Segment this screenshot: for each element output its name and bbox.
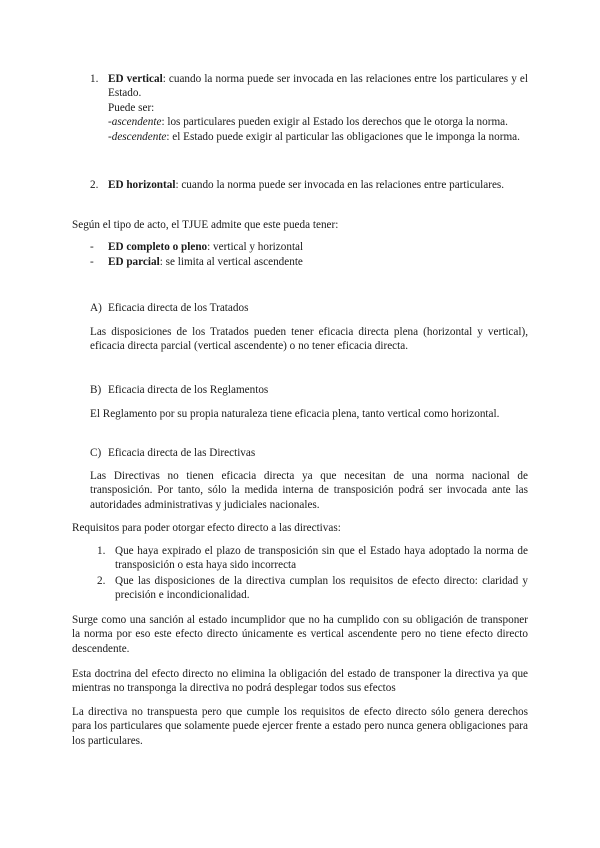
term-ed-vertical: ED vertical xyxy=(108,73,163,85)
ed-parcial-text: : se limita al vertical ascendente xyxy=(159,256,303,268)
ed-completo-text: : vertical y horizontal xyxy=(207,241,304,253)
descendente-text: : el Estado puede exigir al particular las obligaciones que le imponga la norma. xyxy=(166,130,520,143)
tjue-intro: Según el tipo de acto, el TJUE admite que este pueda tener: xyxy=(72,219,339,231)
paragraph-directiva: La directiva no transpuesta pero que cumple los requisitos de efecto directo sólo genera derechos para los particulares que solamente puede ejercer frente a estado pero nunca genera obligaciones para los particulares. xyxy=(72,706,528,747)
list-number: 2. xyxy=(90,179,99,191)
term-ed-horizontal: ED horizontal xyxy=(108,179,176,191)
list-item-ed-horizontal xyxy=(90,178,528,192)
section-label: A) xyxy=(90,302,102,314)
requisito-1 xyxy=(97,544,528,573)
term-ascendente: -ascendente xyxy=(108,116,162,129)
requisito-2 xyxy=(97,574,528,603)
section-title: Eficacia directa de los Reglamentos xyxy=(108,384,269,396)
ed-vertical-text: : cuando la norma puede ser invocada en las relaciones entre los particulares y el Estado. xyxy=(108,73,528,100)
section-label: B) xyxy=(90,384,102,396)
list-item-ed-vertical xyxy=(90,72,528,144)
term-descendente: -descendente xyxy=(108,130,167,143)
ascendente-text: : los particulares pueden exigir al Estado los derechos que le otorga la norma. xyxy=(161,116,508,129)
requisito-text: Que haya expirado el plazo de transposición sin que el Estado haya adoptado la norma de transposición o esta haya sido incorrecta xyxy=(115,545,528,572)
section-a-heading xyxy=(90,301,528,315)
requisitos-intro: Requisitos para poder otorgar efecto directo a las directivas: xyxy=(72,522,341,534)
list-number: 2. xyxy=(97,575,106,587)
section-c-heading xyxy=(90,446,528,460)
section-label: C) xyxy=(90,447,102,459)
ed-horizontal-text: : cuando la norma puede ser invocada en las relaciones entre particulares. xyxy=(175,179,505,191)
bullet-ed-parcial xyxy=(90,255,528,269)
section-c-body: Las Directivas no tienen eficacia directa ya que necesitan de una norma nacional de transposición. Por tanto, sólo la medida interna de transposición podrá ser invocada ante las autoridades administrativas y judiciales nacionales. xyxy=(90,470,528,511)
section-b-body: El Reglamento por su propia naturaleza tiene eficacia plena, tanto vertical como horizontal. xyxy=(90,408,500,420)
paragraph-sancion: Surge como una sanción al estado incumplidor que no ha cumplido con su obligación de transponer la norma por eso este efecto directo únicamente es vertical ascendente pero no tiene efecto directo descendente. xyxy=(72,614,528,655)
term-ed-completo: ED completo o pleno xyxy=(108,241,208,253)
bullet-mark: - xyxy=(90,256,94,268)
section-a-body: Las disposiciones de los Tratados pueden tener eficacia directa plena (horizontal y vertical), eficacia directa parcial (vertical ascendente) o no tener eficacia directa. xyxy=(90,326,528,353)
puede-ser-label: Puede ser: xyxy=(108,101,155,114)
term-ed-parcial: ED parcial xyxy=(108,256,160,268)
requisito-text: Que las disposiciones de la directiva cumplan los requisitos de efecto directo: claridad y precisión e incondicionalidad. xyxy=(115,575,528,602)
paragraph-doctrina: Esta doctrina del efecto directo no elimina la obligación del estado de transponer la directiva ya que mientras no transponga la directiva no podrá desplegar todos sus efectos xyxy=(72,668,528,695)
section-title: Eficacia directa de las Directivas xyxy=(108,447,256,459)
bullet-mark: - xyxy=(90,241,94,253)
section-title: Eficacia directa de los Tratados xyxy=(108,302,249,314)
list-number: 1. xyxy=(90,73,99,85)
list-number: 1. xyxy=(97,545,106,557)
bullet-ed-completo xyxy=(90,240,528,254)
section-b-heading xyxy=(90,383,528,397)
